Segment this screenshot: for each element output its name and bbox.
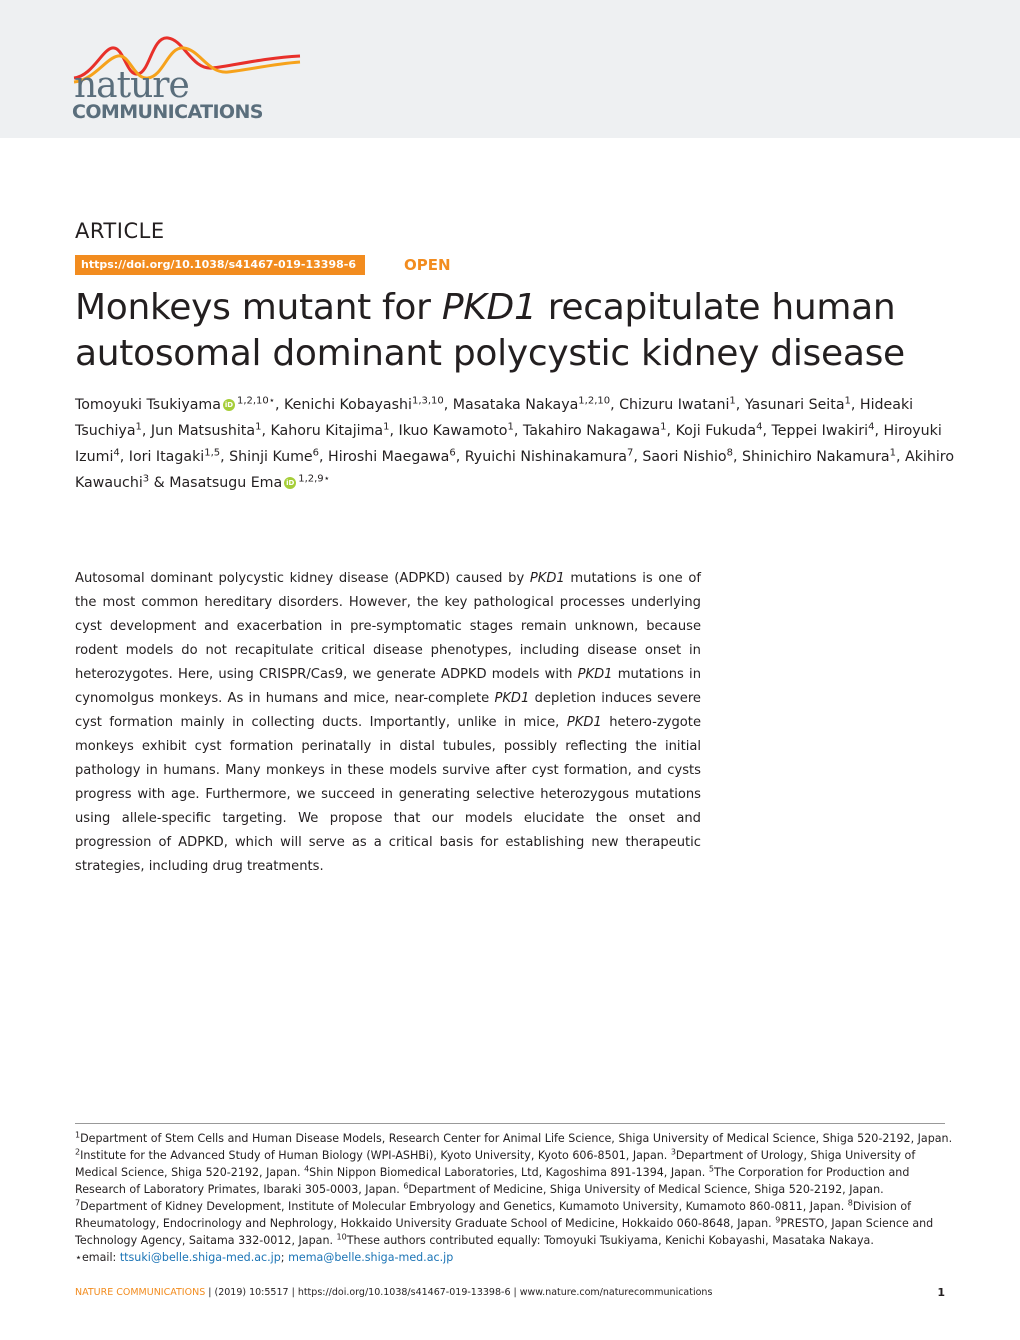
footer-site-link[interactable]: www.nature.com/naturecommunications [519, 1287, 713, 1298]
email-link-2[interactable]: mema@belle.shiga-med.ac.jp [288, 1251, 454, 1264]
footer-doi-link[interactable]: https://doi.org/10.1038/s41467-019-13398-6 [297, 1287, 511, 1298]
doi-link[interactable]: https://doi.org/10.1038/s41467-019-13398-6 [75, 255, 365, 275]
footnote-divider [75, 1123, 945, 1124]
orcid-icon[interactable]: iD [224, 401, 234, 409]
footer-citation: (2019) 10:5517 [214, 1287, 289, 1298]
affiliations: $^1$Department of Stem Cells and Human Disease Models, Research Center for Animal Life Science, Shiga University of Medical Science, Shiga 520-2192, Japan. $^2$Institute for the Advanced Study of Human Biology (WPI-ASHBi), Kyoto University, Kyoto 606-8501, Japan. $^3$Department of Urology, Shiga University of Medical Science, Shiga 520-2192, Japan. $^4$Shin Nippon Biomedical Laboratories, Ltd, Kagoshima 891-1394, Japan. $^5$The Corporation for Production and Research of Laboratory Primates, Ibaraki 305-0003, Japan. $^6$Department of Medicine, Shiga University of Medical Science, Shiga 520-2192, Japan. $^7$Department of Kidney Development, Institute of Molecular Embryology and Genetics, Kumamoto University, Kumamoto 860-0811, Japan. $^8$Division of Rheumatology, Endocrinology and Nephrology, Hokkaido University Graduate School of Medicine, Hokkaido 060-8648, Japan. $^9$PRESTO, Japan Science and Technology Agency, Saitama 332-0012, Japan. $^{10}$These authors contributed equally: Tomoyuki Tsukiyama, Kenichi Kobayashi, Masataka Nakaya. ⋆email: ttsuki@belle.shiga-med.ac.jp; mema@belle.shiga-med.ac.jp [75, 1130, 953, 1264]
article-title: Monkeys mutant for PKD1 recapitulate human autosomal dominant polycystic kidney disease [75, 287, 905, 374]
footer-journal-name: NATURE COMMUNICATIONS [75, 1287, 206, 1298]
email-link-1[interactable]: ttsuki@belle.shiga-med.ac.jp [119, 1251, 281, 1264]
abstract: Autosomal dominant polycystic kidney disease (ADPKD) caused by PKD1 mutations is one of the most common hereditary disorders. However, the key pathological processes underlying cyst development and exacerbation in pre-symptomatic stages remain unknown, because rodent models do not recapitulate critical disease phenotypes, including disease onset in heterozygotes. Here, using CRISPR/Cas9, we generate ADPKD models with PKD1 mutations in cynomolgus monkeys. As in humans and mice, near-complete PKD1 depletion induces severe cyst formation mainly in collecting ducts. Importantly, unlike in mice, PKD1 hetero-zygote monkeys exhibit cyst formation perinatally in distal tubules, possibly reflecting the initial pathology in humans. Many monkeys in these models survive after cyst formation, and cysts progress with age. Furthermore, we succeed in generating selective heterozygous mutations using allele-specific targeting. We propose that our models elucidate the onset and progression of ADPKD, which will serve as a critical basis for establishing new therapeutic strategies, including drug treatments. [75, 571, 701, 874]
orcid-icon[interactable]: iD [286, 479, 295, 487]
logo-wordmark-nature: nature [74, 65, 189, 106]
page-number: 1 [937, 1286, 945, 1299]
journal-header [0, 0, 1020, 138]
open-access-label: OPEN [404, 256, 451, 274]
author-list: Tomoyuki Tsukiyama iD $^{1,2,10⋆}$, Kenichi Kobayashi$^{1,3,10}$, Masataka Nakaya$^{1,2,10}$, Chizuru Iwatani$^1$, Yasunari Seita$^1$, Hideaki Tsuchiya$^1$, Jun Matsushita$^1$, Kahoru Kitajima$^1$, Ikuo Kawamoto$^1$, Takahiro Nakagawa$^1$, Koji Fukuda$^4$, Teppei Iwakiri$^4$, Hiroyuki Izumi$^4$, Iori Itagaki$^{1,5}$, Shinji Kume$^6$, Hiroshi Maegawa$^6$, Ryuichi Nishinakamura$^7$, Saori Nishio$^8$, Shinichiro Nakamura$^1$, Akihiro Kawauchi$^3$ & Masatsugu Ema iD $^{1,2,9⋆}$ [75, 395, 955, 491]
article-type-label: ARTICLE [75, 219, 165, 243]
email-label: ⋆email: [75, 1251, 120, 1264]
page-footer: NATURE COMMUNICATIONS | (2019) 10:5517 | https://doi.org/10.1038/s41467-019-13398-6 | www.nature.com/naturecommunications 1 [75, 1286, 945, 1299]
journal-logo[interactable] [72, 30, 302, 130]
logo-wordmark-communications: COMMUNICATIONS [72, 101, 263, 123]
